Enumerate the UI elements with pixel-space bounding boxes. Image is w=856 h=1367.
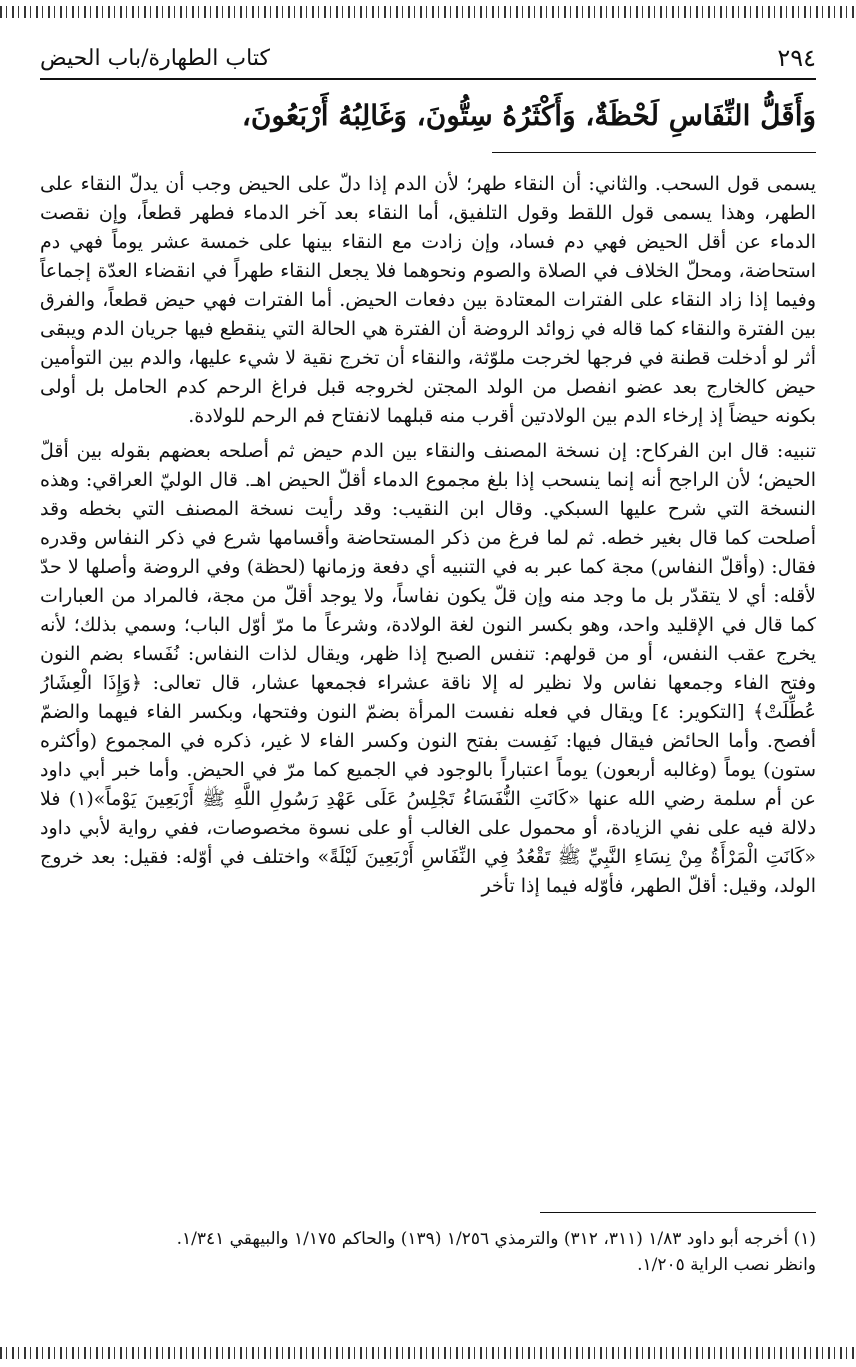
bottom-ornament-border	[0, 1347, 856, 1359]
top-ornament-border	[0, 6, 856, 18]
paragraph-2: تنبيه: قال ابن الفركاح: إن نسخة المصنف والنقاء بين الدم حيض ثم أصلحه بعضهم بقوله بين أقلّ الحيض؛ لأن الراجح أنه إنما ينسحب إذا بلغ مجموع الدماء أقلّ الحيض اهـ. قال الوليّ العراقي: وهذه النسخة التي شرح عليها السبكي. وقال ابن النقيب: وقد رأيت نسخة المصنف التي بخطه وقد أصلحت كما قال بغير خطه. ثم لما فرغ من ذكر المستحاضة وأقسامها شرع في ذكر النفاس وقدره فقال: (وأقلّ النفاس) مجة كما عبر به في التنبيه أي دفعة وزمانها (لحظة) وفي الروضة وأصلها لا حدّ لأقله: أي لا يتقدّر بل ما وجد منه وإن قلّ يكون نفاساً، ولا يوجد أقلّ من مجة، فالمراد من العبارات كما قال في الإقليد واحد، وهو بكسر النون لغة الولادة، وشرعاً ما مرّ أوّل الباب؛ وسمي بذلك؛ لأنه يخرج عقب النفس، أو من قولهم: تنفس الصبح إذا ظهر، ويقال لذات النفاس: نُفَساء بضم النون وفتح الفاء وجمعها نفاس ولا نظير له إلا ناقة عشراء فجمعها عشار، قال تعالى: ﴿وَإِذَا الْعِشَارُ عُطِّلَتْ﴾ [التكوير: ٤] ويقال في فعله نفست المرأة بضمّ النون وفتحها، وبكسر الفاء فيهما والضمّ أفصح. وأما الحائض فيقال فيها: نَفِست بفتح النون وكسر الفاء لا غير، ذكره في المجموع (وأكثره ستون) يوماً (وغالبه أربعون) يوماً اعتباراً بالوجود في الجميع كما مرّ في الحيض. وأما خبر أبي داود عن أم سلمة رضي الله عنها «كَانَتِ النُّفَسَاءُ تَجْلِسُ عَلَى عَهْدِ رَسُولِ اللَّهِ ﷺ أَرْبَعِينَ يَوْماً»(١) فلا دلالة فيه على نفي الزيادة، أو محمول على الغالب أو على نسوة مخصوصات، ففي رواية لأبي داود «كَانَتِ الْمَرْأَةُ مِنْ نِسَاءِ النَّبِيِّ ﷺ تَقْعُدُ فِي النِّفَاسِ أَرْبَعِينَ لَيْلَةً» واختلف في أوّله: فقيل: بعد خروج الولد، وقيل: أقلّ الطهر، فأوّله فيما إذا تأخر	[40, 440, 816, 897]
matn-verse: وَأَقَلُّ النِّفَاسِ لَحْظَةٌ، وَأَكْثَرُهُ سِتُّونَ، وَغَالِبُهُ أَرْبَعُونَ،	[241, 99, 816, 132]
footnote-line-1: (١) أخرجه أبو داود ١/٨٣ (٣١١، ٣١٢) والترمذي ١/٢٥٦ (١٣٩) والحاكم ١/١٧٥ والبيهقي ١/٣٤١.	[176, 1229, 816, 1249]
verse-divider	[492, 152, 816, 153]
footnote-divider	[540, 1212, 816, 1213]
footnote-line-2: وانظر نصب الراية ١/٢٠٥.	[637, 1255, 816, 1275]
running-title: كتاب الطهارة/باب الحيض	[40, 45, 270, 71]
page-number: ٢٩٤	[777, 44, 816, 72]
footnote	[40, 1226, 816, 1278]
page-header	[40, 40, 816, 76]
commentary-body	[40, 170, 816, 1170]
paragraph-1: يسمى قول السحب. والثاني: أن النقاء طهر؛ لأن الدم إذا دلّ على الحيض وجب أن يدلّ النقاء على الطهر، وهذا يسمى قول اللقط وقول التلفيق، أما النقاء بعد آخر الدماء فطهر قطعاً، وإن نقصت الدماء عن أقل الحيض فهي دم فساد، وإن زادت مع النقاء بينها على خمسة عشر يوماً فهي دم استحاضة، ومحلّ الخلاف في الصلاة والصوم ونحوهما فلا يجعل النقاء طهراً في انقضاء العدّة إجماعاً وفيما إذا زاد النقاء على الفترات المعتادة بين دفعات الحيض. أما الفترات فهي حيض قطعاً، والفرق بين الفترة والنقاء كما قاله في زوائد الروضة أن الفترة هي الحالة التي ينقطع فيها جريان الدم ويبقى أثر لو أدخلت قطنة في فرجها لخرجت ملوّثة، والنقاء أن تخرج نقية لا شيء عليها، والدم بين التوأمين حيض كالخارج بعد عضو انفصل من الولد المجتن لخروجه قبل فراغ الرحم كدم الحامل بل أولى بكونه حيضاً إذ إرخاء الدم بين الولادتين أقرب منه قبلهما لانفتاح فم الرحم للولادة.	[40, 173, 816, 427]
header-divider	[40, 78, 816, 80]
